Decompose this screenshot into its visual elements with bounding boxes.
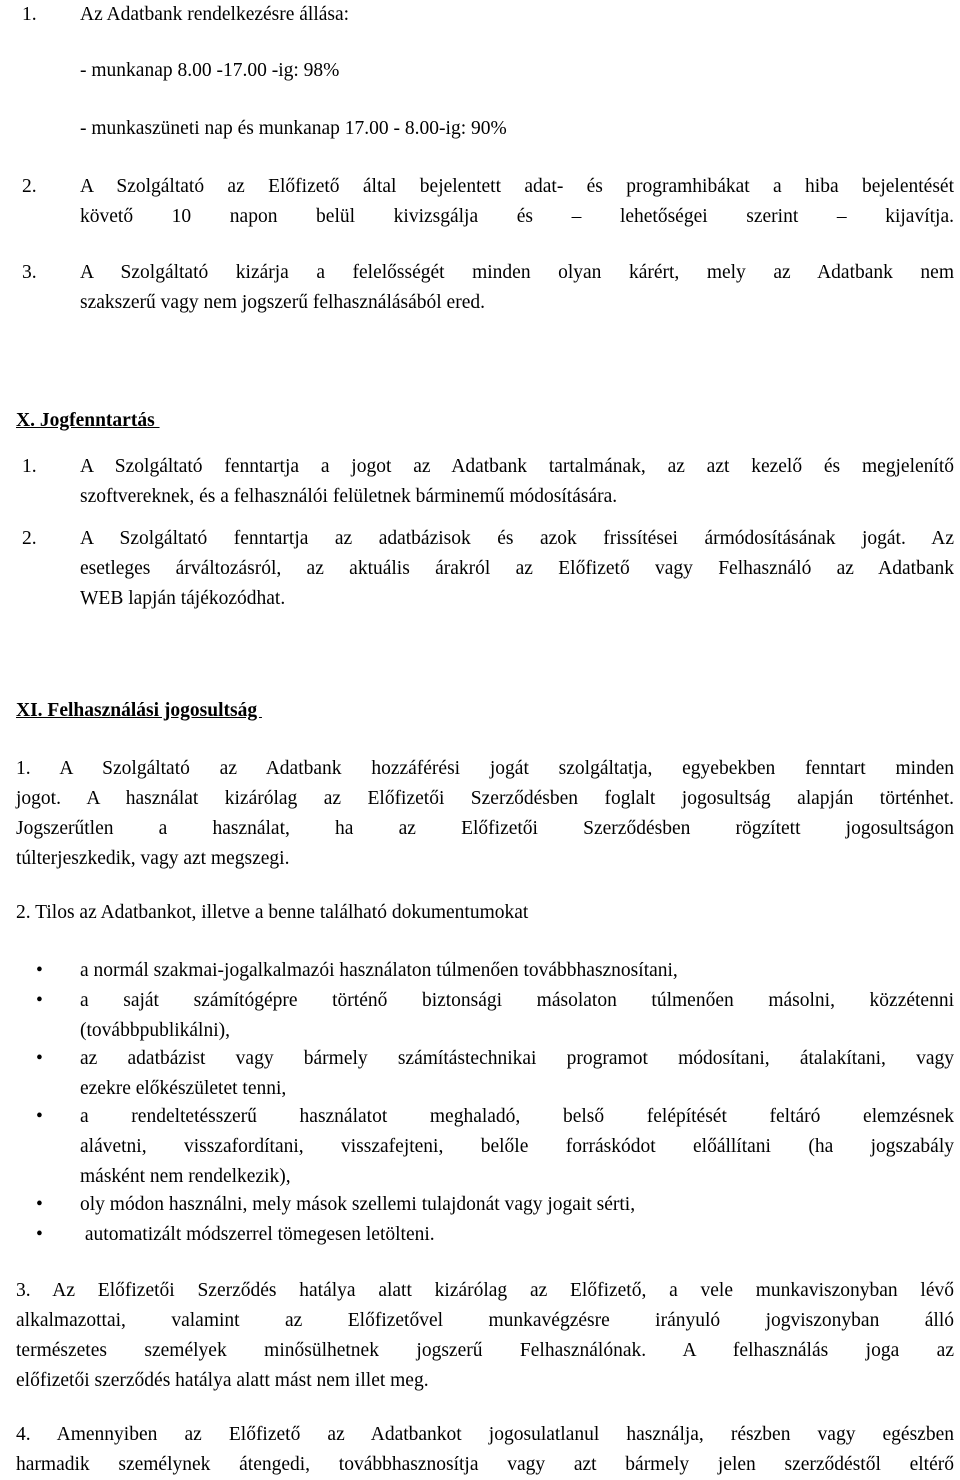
list-item — [22, 258, 954, 318]
text-line: jogot. A használat kizárólag az Előfizetői Szerződésben foglalt jogosultság alapján történhet. — [16, 788, 954, 809]
bullet-glyph: • — [36, 990, 43, 1011]
paragraph-2: 2. Tilos az Adatbankot, illetve a benne található dokumentumokat — [16, 902, 529, 923]
list-item — [22, 524, 954, 614]
bullet-glyph: • — [36, 1194, 43, 1215]
item-number: 1. — [22, 456, 37, 477]
bullet-glyph: • — [36, 1048, 43, 1069]
list-item — [22, 172, 954, 232]
text-line: alávetni, visszafordítani, visszafejteni, belőle forráskódot előállítani (ha jogszabály — [80, 1136, 954, 1157]
bullet-item — [22, 986, 954, 1046]
text-line: harmadik személynek átengedi, továbbhasznosítja vagy azt bármely jelen szerződéstől eltérő — [16, 1454, 954, 1475]
availability-offhours: - munkaszüneti nap és munkanap 17.00 - 8.00-ig: 90% — [80, 118, 507, 139]
item-text: Az Adatbank rendelkezésre állása: — [80, 4, 350, 25]
text-line: ezekre előkészületet tenni, — [80, 1078, 287, 1099]
text-line: másként nem rendelkezik), — [80, 1166, 291, 1187]
text-line: előfizetői szerződés hatálya alatt mást nem illet meg. — [16, 1370, 429, 1391]
paragraph-3 — [16, 1276, 954, 1396]
text-line: túlterjeszkedik, vagy azt megszegi. — [16, 848, 290, 869]
bullet-item — [22, 1220, 954, 1250]
text-line: oly módon használni, mely mások szellemi tulajdonát vagy jogait sérti, — [80, 1194, 636, 1215]
text-line: WEB lapján tájékozódhat. — [80, 588, 286, 609]
bullet-glyph: • — [36, 1224, 43, 1245]
text-line: Jogszerűtlen a használat, ha az Előfizetői Szerződésben rögzített jogosultságon — [16, 818, 954, 839]
text-line: automatizált módszerrel tömegesen letölteni. — [80, 1224, 435, 1245]
text-line: 1. A Szolgáltató az Adatbank hozzáférési jogát szolgáltatja, egyebekben fenntart minden — [16, 758, 954, 779]
item-number: 1. — [22, 4, 37, 25]
text-line: szoftvereknek, és a felhasználói felületnek bárminemű módosítására. — [80, 486, 618, 507]
list-item — [22, 0, 954, 30]
text-line: a normál szakmai-jogalkalmazói használaton túlmenően továbbhasznosítani, — [80, 960, 678, 981]
text-line: követő 10 napon belül kivizsgálja és – lehetőségei szerint – kijavítja. — [80, 206, 954, 227]
item-number: 3. — [22, 262, 37, 283]
text-line: alkalmazottai, valamint az Előfizetővel munkavégzésre irányuló jogviszonyban álló — [16, 1310, 954, 1331]
bullet-glyph: • — [36, 1106, 43, 1127]
text-line: a saját számítógépre történő biztonsági másolaton túlmenően másolni, közzétenni — [80, 990, 954, 1011]
section-heading-felhasznalasi-jogosultsag: XI. Felhasználási jogosultság — [16, 700, 262, 721]
bullet-item — [22, 1102, 954, 1192]
paragraph-1 — [16, 754, 954, 874]
section-heading-jogfenntartas: X. Jogfenntartás — [16, 410, 160, 431]
availability-workday: - munkanap 8.00 -17.00 -ig: 98% — [80, 60, 340, 81]
bullet-item — [22, 1190, 954, 1220]
text-line: az adatbázist vagy bármely számítástechnikai programot módosítani, átalakítani, vagy — [80, 1048, 954, 1069]
text-line: esetleges árváltozásról, az aktuális árakról az Előfizető vagy Felhasználó az Adatbank — [80, 558, 954, 579]
bullet-item — [22, 1044, 954, 1104]
bullet-glyph: • — [36, 960, 43, 981]
text-line: 4. Amennyiben az Előfizető az Adatbankot jogosulatlanul használja, részben vagy egészben — [16, 1424, 954, 1445]
text-line: szakszerű vagy nem jogszerű felhasználásából ered. — [80, 292, 485, 313]
text-line: A Szolgáltató az Előfizető által bejelentett adat- és programhibákat a hiba bejelentését — [80, 176, 954, 197]
list-item — [22, 452, 954, 512]
item-number: 2. — [22, 528, 37, 549]
text-line: a rendeltetésszerű használatot meghaladó, belső felépítését feltáró elemzésnek — [80, 1106, 954, 1127]
bullet-item — [22, 956, 954, 986]
text-line: A Szolgáltató kizárja a felelősségét minden olyan kárért, mely az Adatbank nem — [80, 262, 954, 283]
text-line: A Szolgáltató fenntartja a jogot az Adatbank tartalmának, az azt kezelő és megjelenítő — [80, 456, 954, 477]
text-line: természetes személyek minősülhetnek jogszerű Felhasználónak. A felhasználás joga az — [16, 1340, 954, 1361]
text-line: (továbbpublikálni), — [80, 1020, 231, 1041]
paragraph-4 — [16, 1420, 954, 1480]
text-line: 3. Az Előfizetői Szerződés hatálya alatt kizárólag az Előfizető, a vele munkaviszonyban lévő — [16, 1280, 954, 1301]
item-number: 2. — [22, 176, 37, 197]
text-line: A Szolgáltató fenntartja az adatbázisok és azok frissítései ármódosításának jogát. Az — [80, 528, 954, 549]
